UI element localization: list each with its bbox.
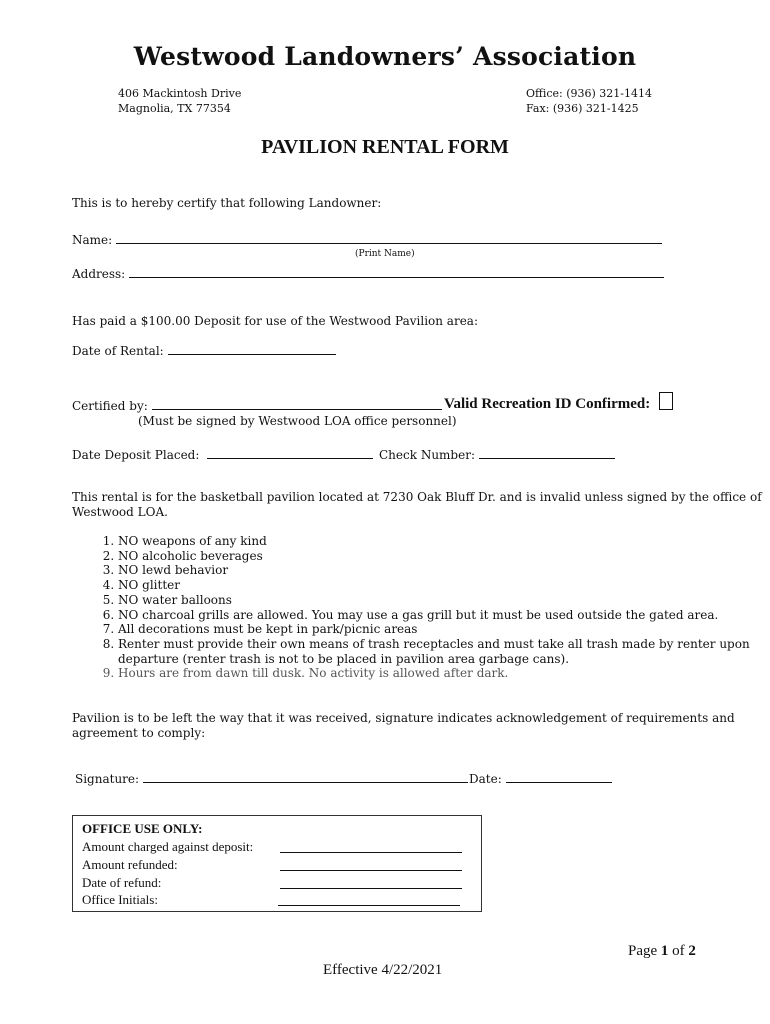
rule-item: 4. NO glitter xyxy=(118,578,758,593)
signature-row xyxy=(75,770,468,786)
rental-notice-line-1: This rental is for the basketball pavilion located at 7230 Oak Bluff Dr. and is invalid unless signed by the office of xyxy=(72,490,762,504)
office-use-heading: OFFICE USE ONLY: xyxy=(82,821,203,836)
org-contact xyxy=(526,86,652,116)
signature-field[interactable] xyxy=(143,770,468,783)
office-initials-label: Office Initials: xyxy=(82,892,158,907)
valid-id-checkbox[interactable] xyxy=(659,392,673,410)
rule-item: 5. NO water balloons xyxy=(118,593,758,608)
page-word: Page xyxy=(628,943,658,959)
name-field[interactable] xyxy=(116,231,662,244)
name-row xyxy=(72,231,662,247)
rule-item: 8. Renter must provide their own means of trash receptacles and must take all trash made by renter upon departure (renter trash is not to be placed in pavilion area garbage cans). xyxy=(118,637,758,666)
certified-by-row xyxy=(72,397,442,413)
page-total: 2 xyxy=(688,943,696,959)
date-label: Date: xyxy=(469,772,502,786)
date-of-rental-row xyxy=(72,342,336,358)
rule-item: 1. NO weapons of any kind xyxy=(118,534,758,549)
date-of-refund-field[interactable] xyxy=(280,876,462,889)
rule-item: 6. NO charcoal grills are allowed. You may use a gas grill but it must be used outside the gated area. xyxy=(118,608,758,623)
certified-by-field[interactable] xyxy=(152,397,442,410)
check-number-field[interactable] xyxy=(479,446,615,459)
date-deposit-row xyxy=(72,446,373,462)
acknowledgement-line-2: agreement to comply: xyxy=(72,726,206,740)
rental-notice xyxy=(72,490,762,520)
name-label: Name: xyxy=(72,233,113,247)
fax-number: Fax: (936) 321-1425 xyxy=(526,102,639,115)
page-indicator xyxy=(628,943,696,960)
certify-text: This is to hereby certify that following Landowner: xyxy=(72,196,382,210)
check-number-label: Check Number: xyxy=(379,448,475,462)
rental-notice-line-2: Westwood LOA. xyxy=(72,505,168,519)
rule-item: 3. NO lewd behavior xyxy=(118,563,758,578)
effective-date: Effective 4/22/2021 xyxy=(323,962,443,978)
print-name-hint: (Print Name) xyxy=(355,249,415,259)
date-of-rental-label: Date of Rental: xyxy=(72,344,164,358)
amount-refunded-field[interactable] xyxy=(280,858,462,871)
date-deposit-field[interactable] xyxy=(207,446,373,459)
org-title: Westwood Landowners’ Association xyxy=(133,42,637,71)
rule-item: 7. All decorations must be kept in park/picnic areas xyxy=(118,622,758,637)
check-number-row xyxy=(379,446,615,462)
signature-label: Signature: xyxy=(75,772,140,786)
valid-id-label: Valid Recreation ID Confirmed: xyxy=(444,396,651,412)
acknowledgement xyxy=(72,711,735,741)
address-line-1: 406 Mackintosh Drive xyxy=(118,87,242,100)
certified-hint: (Must be signed by Westwood LOA office personnel) xyxy=(138,414,457,428)
amount-charged-field[interactable] xyxy=(280,840,462,853)
page-number: 1 xyxy=(660,943,669,959)
rules-list xyxy=(72,534,758,681)
acknowledgement-line-1: Pavilion is to be left the way that it was received, signature indicates acknowledgement of requirements and xyxy=(72,711,735,725)
office-initials-field[interactable] xyxy=(278,893,460,906)
date-of-refund-label: Date of refund: xyxy=(82,875,162,890)
valid-id-row xyxy=(444,392,673,413)
date-field[interactable] xyxy=(506,770,612,783)
certified-by-label: Certified by: xyxy=(72,399,148,413)
office-phone: Office: (936) 321-1414 xyxy=(526,87,653,100)
amount-charged-label: Amount charged against deposit: xyxy=(82,839,254,854)
date-deposit-label: Date Deposit Placed: xyxy=(72,448,200,462)
address-label: Address: xyxy=(72,267,126,281)
org-address xyxy=(118,86,241,116)
rule-item: 9. Hours are from dawn till dusk. No activity is allowed after dark. xyxy=(118,666,758,681)
form-title: PAVILION RENTAL FORM xyxy=(261,136,509,158)
date-row xyxy=(469,770,612,786)
rule-item: 2. NO alcoholic beverages xyxy=(118,549,758,564)
address-field[interactable] xyxy=(129,265,664,278)
amount-refunded-label: Amount refunded: xyxy=(82,857,178,872)
address-row xyxy=(72,265,664,281)
date-of-rental-field[interactable] xyxy=(168,342,336,355)
of-word: of xyxy=(672,943,685,959)
address-line-2: Magnolia, TX 77354 xyxy=(118,102,231,115)
deposit-text: Has paid a $100.00 Deposit for use of the Westwood Pavilion area: xyxy=(72,314,478,328)
